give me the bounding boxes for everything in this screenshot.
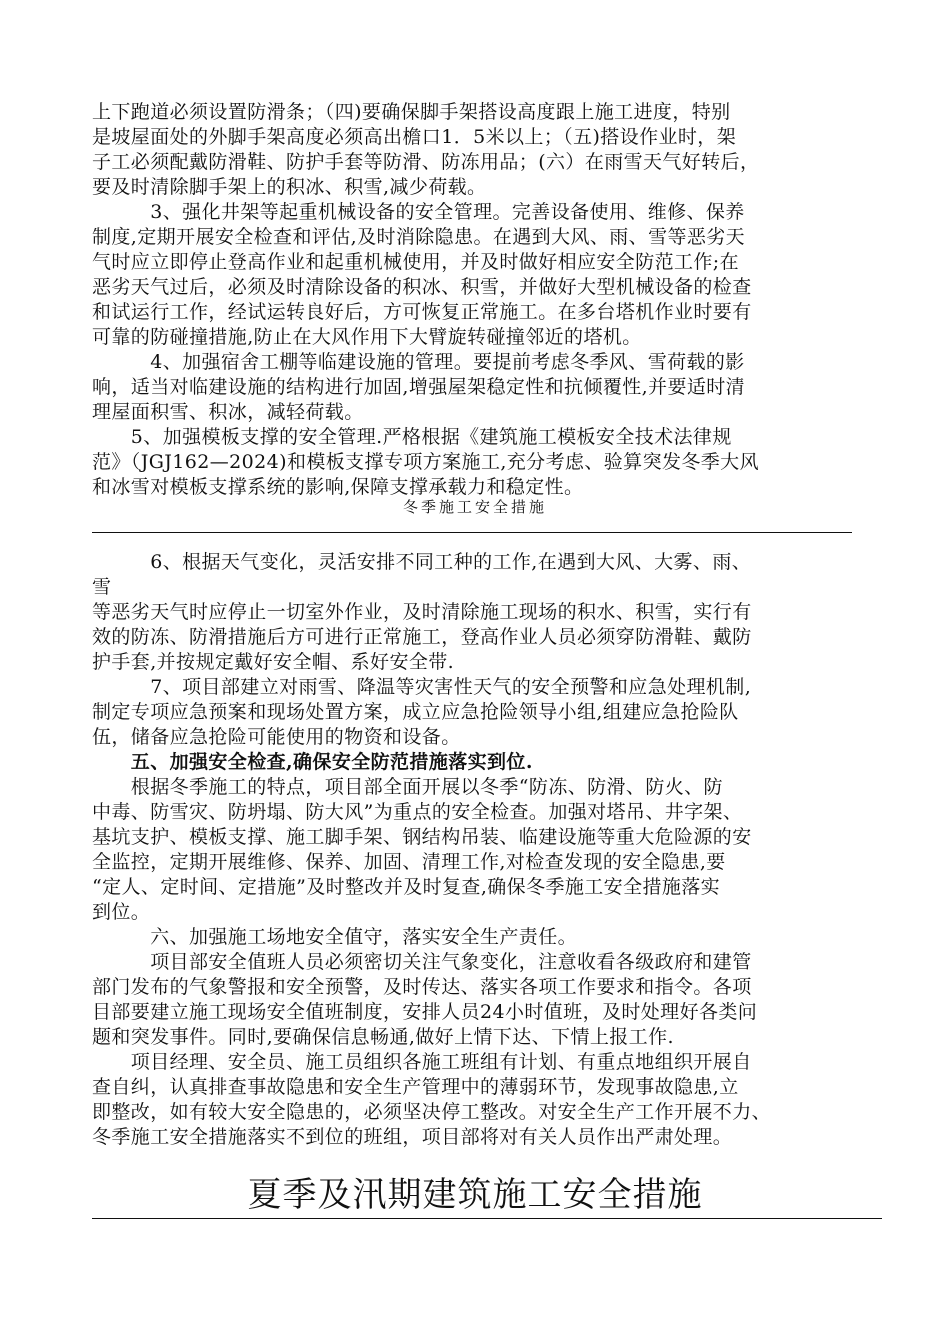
text-line: 项目部安全值班人员必须密切关注气象变化，注意收看各级政府和建管	[92, 951, 752, 973]
next-section-title: 夏季及汛期建筑施工安全措施	[247, 1175, 703, 1215]
text-line: 7、项目部建立对雨雪、降温等灾害性天气的安全预警和应急处理机制,	[92, 676, 752, 698]
text-line: 中毒、防雪灾、防坍塌、防大风”为重点的安全检查。加强对塔吊、井字架、	[92, 801, 743, 823]
text-line: 即整改，如有较大安全隐患的，必须坚决停工整改。对安全生产工作开展不力、	[92, 1101, 772, 1123]
text-line: 上下跑道必须设置防滑条；（四)要确保脚手架搭设高度跟上施工进度，特别	[92, 101, 731, 123]
title-underline	[92, 1218, 882, 1219]
text-line: 恶劣天气过后，必须及时清除设备的积冰、积雪，并做好大型机械设备的检查	[92, 276, 752, 298]
text-line: 制度,定期开展安全检查和评估,及时消除隐患。在遇到大风、雨、雪等恶劣天	[92, 226, 746, 248]
text-line: 可靠的防碰撞措施,防止在大风作用下大臂旋转碰撞邻近的塔机。	[92, 326, 642, 348]
text-line: 要及时清除脚手架上的积冰、积雪,减少荷载。	[92, 176, 487, 198]
text-line: 4、加强宿舍工棚等临建设施的管理。要提前考虑冬季风、雪荷载的影	[92, 351, 745, 373]
text-line: 目部要建立施工现场安全值班制度，安排人员24小时值班，及时处理好各类问	[92, 1001, 758, 1023]
text-line: 全监控，定期开展维修、保养、加固、清理工作,对检查发现的安全隐患,要	[92, 851, 726, 873]
text-line: 护手套,并按规定戴好安全帽、系好安全带.	[92, 651, 455, 673]
text-line: 雪	[92, 576, 112, 598]
text-line: 到位。	[92, 901, 151, 923]
text-line: 等恶劣天气时应停止一切室外作业，及时清除施工现场的积水、积雪，实行有	[92, 601, 752, 623]
text-line: 项目经理、安全员、施工员组织各施工班组有计划、有重点地组织开展自	[92, 1051, 752, 1073]
text-line: 3、强化井架等起重机械设备的安全管理。完善设备使用、维修、保养	[92, 201, 745, 223]
section-heading-6: 六、加强施工场地安全值守，落实安全生产责任。	[92, 926, 578, 948]
text-line: “定人、定时间、定措施”及时整改并及时复查,确保冬季施工安全措施落实	[92, 876, 721, 898]
page-footer-label: 冬季施工安全措施	[402, 498, 547, 516]
footer-divider	[92, 532, 852, 533]
text-line: 根据冬季施工的特点，项目部全面开展以冬季“防冻、防滑、防火、防	[92, 776, 723, 798]
text-line: 6、根据天气变化，灵活安排不同工种的工作,在遇到大风、大雾、雨、	[92, 551, 752, 573]
text-line: 气时应立即停止登高作业和起重机械使用，并及时做好相应安全防范工作;在	[92, 251, 740, 273]
text-line: 范》（JGJ162—2024)和模板支撑专项方案施工,充分考虑、验算突发冬季大风	[92, 451, 759, 473]
text-line: 理屋面积雪、积冰，减轻荷载。	[92, 401, 364, 423]
text-line: 和冰雪对模板支撑系统的影响,保障支撑承载力和稳定性。	[92, 476, 584, 498]
text-line: 部门发布的气象警报和安全预警，及时传达、落实各项工作要求和指令。各项	[92, 976, 752, 998]
text-line: 题和突发事件。同时,要确保信息畅通,做好上情下达、下情上报工作.	[92, 1026, 674, 1048]
text-line: 5、加强模板支撑的安全管理.严格根据《建筑施工模板安全技术法律规	[92, 426, 732, 448]
text-line: 查自纠，认真排查事故隐患和安全生产管理中的薄弱环节，发现事故隐患,立	[92, 1076, 739, 1098]
text-line: 制定专项应急预案和现场处置方案，成立应急抢险领导小组,组建应急抢险队	[92, 701, 739, 723]
section-heading-5: 五、加强安全检查,确保安全防范措施落实到位.	[92, 751, 533, 773]
text-line: 响，适当对临建设施的结构进行加固,增强屋架稳定性和抗倾覆性,并要适时清	[92, 376, 746, 398]
text-line: 效的防冻、防滑措施后方可进行正常施工，登高作业人员必须穿防滑鞋、戴防	[92, 626, 752, 648]
text-line: 基坑支护、模板支撑、施工脚手架、钢结构吊装、临建设施等重大危险源的安	[92, 826, 752, 848]
text-line: 是坡屋面处的外脚手架高度必须高出檐口1．5米以上；（五)搭设作业时，架	[92, 126, 737, 148]
text-line: 伍，储备应急抢险可能使用的物资和设备。	[92, 726, 461, 748]
text-line: 冬季施工安全措施落实不到位的班组，项目部将对有关人员作出严肃处理。	[92, 1126, 733, 1148]
text-line: 和试运行工作，经试运转良好后，方可恢复正常施工。在多台塔机作业时要有	[92, 301, 752, 323]
text-line: 子工必须配戴防滑鞋、防护手套等防滑、防冻用品；(六）在雨雪天气好转后，	[92, 151, 760, 173]
